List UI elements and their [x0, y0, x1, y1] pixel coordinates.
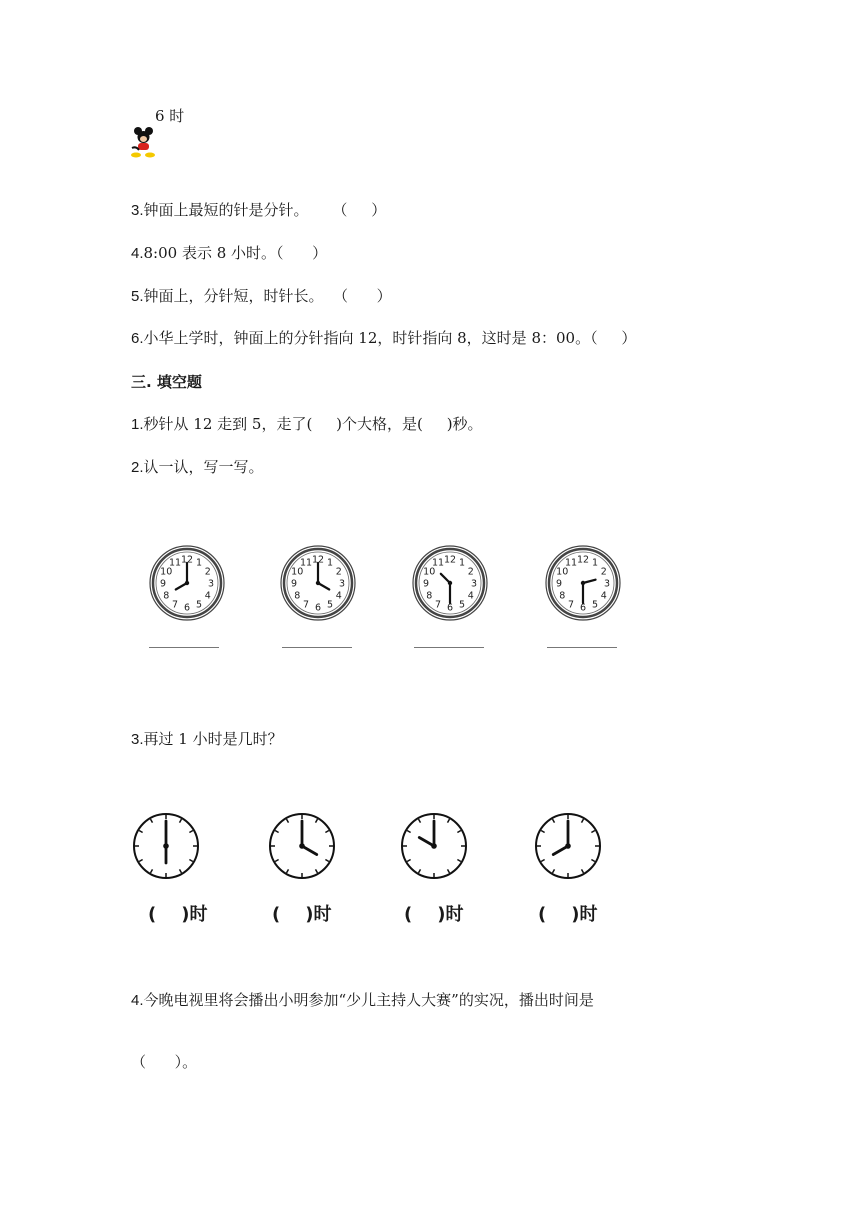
dial-number: 1: [591, 557, 599, 569]
fill-question-4-answer: （ ）。: [131, 1053, 198, 1071]
clock-center: [581, 581, 585, 585]
judge-question-5: 5.钟面上，分针短，时针长。 （ ）: [131, 287, 392, 305]
answer-line: [547, 647, 617, 648]
dial-number: 8: [294, 590, 301, 602]
dial-number: 3: [470, 578, 478, 590]
numbered-clock-3: [410, 543, 490, 623]
numbered-clock-2: [278, 543, 358, 623]
dial-number: 12: [311, 554, 325, 566]
dial-number: 11: [431, 557, 445, 569]
dial-number: 8: [426, 590, 433, 602]
judge-question-3: 3.钟面上最短的针是分针。 （ ）: [131, 201, 387, 219]
dial-number: 11: [299, 557, 313, 569]
dial-number: 12: [180, 554, 194, 566]
clock-caption: ( )时: [272, 904, 332, 925]
dial-number: 10: [556, 566, 569, 578]
dial-number: 1: [195, 557, 203, 569]
dial-number: 9: [290, 578, 298, 590]
clock-center: [185, 581, 189, 585]
dial-number: 7: [302, 599, 310, 611]
dial-number: 5: [591, 599, 599, 611]
dial-number: 4: [335, 590, 342, 602]
dial-number: 2: [335, 566, 342, 578]
dial-number: 6: [446, 602, 454, 614]
clock-center: [431, 843, 437, 849]
fill-question-3: 3.再过 1 小时是几时？: [131, 730, 283, 748]
clock-center: [565, 843, 571, 849]
clock-caption: ( )时: [538, 904, 598, 925]
fill-question-4: 4.今晚电视里将会播出小明参加“少儿主持人大赛”的实况，播出时间是: [131, 991, 594, 1009]
clock-center: [448, 581, 452, 585]
dial-number: 2: [600, 566, 607, 578]
dial-number: 8: [559, 590, 566, 602]
dial-number: 5: [195, 599, 203, 611]
plain-clock-1: [130, 810, 202, 882]
plain-clock-3: [398, 810, 470, 882]
dial-number: 9: [159, 578, 167, 590]
mickey-mouse-image: [128, 126, 160, 158]
dial-number: 2: [467, 566, 474, 578]
dial-number: 3: [603, 578, 611, 590]
fill-question-2: 2.认一认，写一写。: [131, 458, 264, 476]
dial-number: 10: [291, 566, 304, 578]
clock-center: [299, 843, 305, 849]
dial-number: 10: [423, 566, 436, 578]
dial-number: 1: [326, 557, 334, 569]
dial-number: 1: [458, 557, 466, 569]
clock-center: [316, 581, 320, 585]
judge-question-6: 6.小华上学时，钟面上的分针指向 12，时针指向 8，这时是 8：00。（ ）: [131, 329, 637, 347]
answer-line: [414, 647, 484, 648]
dial-number: 5: [458, 599, 466, 611]
dial-number: 7: [434, 599, 442, 611]
plain-clock-4: [532, 810, 604, 882]
dial-number: 10: [160, 566, 173, 578]
dial-number: 9: [555, 578, 563, 590]
dial-number: 11: [564, 557, 578, 569]
numbered-clock-4: [543, 543, 623, 623]
dial-number: 11: [168, 557, 182, 569]
judge-question-4: 4.8:00 表示 8 小时。（ ）: [131, 244, 328, 262]
dial-number: 3: [207, 578, 215, 590]
dial-number: 8: [163, 590, 170, 602]
dial-number: 6: [579, 602, 587, 614]
dial-number: 4: [204, 590, 211, 602]
dial-number: 6: [183, 602, 191, 614]
dial-number: 4: [600, 590, 607, 602]
dial-number: 7: [171, 599, 179, 611]
answer-line: [149, 647, 219, 648]
section-title-fill-in: 三. 填空题: [131, 373, 202, 391]
clock-center: [163, 843, 169, 849]
dial-number: 7: [567, 599, 575, 611]
dial-number: 12: [576, 554, 590, 566]
clock-caption: ( )时: [404, 904, 464, 925]
fill-question-1: 1.秒针从 12 走到 5，走了( )个大格，是( )秒。: [131, 415, 483, 433]
dial-number: 4: [467, 590, 474, 602]
mickey-time-label: 6 时: [155, 107, 185, 125]
numbered-clock-1: [147, 543, 227, 623]
dial-number: 6: [314, 602, 322, 614]
dial-number: 2: [204, 566, 211, 578]
plain-clock-2: [266, 810, 338, 882]
dial-number: 12: [443, 554, 457, 566]
answer-line: [282, 647, 352, 648]
dial-number: 3: [338, 578, 346, 590]
dial-number: 9: [422, 578, 430, 590]
clock-caption: ( )时: [148, 904, 208, 925]
dial-number: 5: [326, 599, 334, 611]
